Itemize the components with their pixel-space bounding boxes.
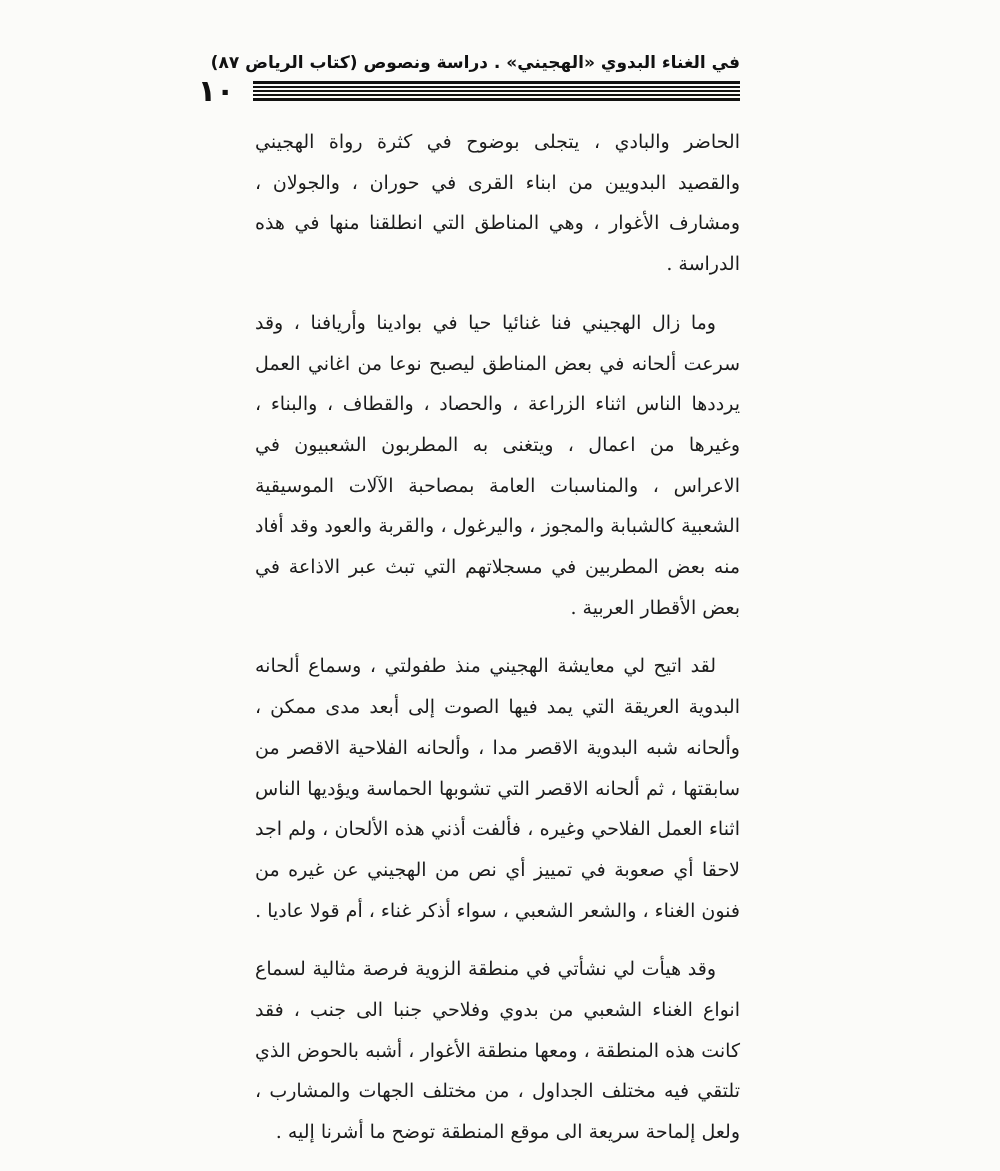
paragraph: لقد اتيح لي معايشة الهجيني منذ طفولتي ، وسماع ألحانه البدوية العريقة التي يمد فيها الصوت إلى أبعد مدى ممكن ، وألحانه شبه البدوية الاقصر مدا ، وألحانه الفلاحية الاقصر من سابقتها ، ثم ألحانه الاقصر التي تشوبها الحماسة ويؤديها الناس اثناء العمل الفلاحي وغيره ، فألفت أذني هذه الألحان ، ولم اجد لاحقا أي صعوبة في تمييز أي نص من الهجيني عن غيره من فنون الغناء ، والشعر الشعبي ، سواء أذكر غناء ، أم قولا عاديا . bbox=[255, 655, 740, 922]
header-rule-line bbox=[253, 81, 740, 84]
header-rule bbox=[253, 81, 740, 103]
paragraph: وما زال الهجيني فنا غنائيا حيا في بوادينا وأريافنا ، وقد سرعت ألحانه في بعض المناطق ليصبح نوعا من اغاني العمل يرددها الناس اثناء الزراعة ، والحصاد ، والقطاف ، والبناء ، وغيرها من اعمال ، ويتغنى به المطربون الشعبيون في الاعراس ، والمناسبات العامة بمصاحبة الآلات الموسيقية الشعبية كالشبابة والمجوز ، واليرغول ، والقربة والعود وقد أفاد منه بعض المطربين في مسجلاتهم التي تبث عبر الاذاعة في بعض الأقطار العربية . bbox=[255, 311, 740, 619]
page-number: ١٠ bbox=[197, 74, 235, 109]
header-rule-line bbox=[253, 94, 740, 96]
header-rule-line bbox=[253, 86, 740, 88]
paragraph: وقد هيأت لي نشأتي في منطقة الزوية فرصة مثالية لسماع انواع الغناء الشعبي من بدوي وفلاحي جنبا الى جنب ، فقد كانت هذه المنطقة ، ومعها منطقة الأغوار ، أشبه بالحوض الذي تلتقي فيه مختلف الجداول ، من مختلف الجهات والمشارب ، ولعل إلماحة سريعة الى موقع المنطقة توضح ما أشرنا إليه . bbox=[255, 958, 740, 1144]
header-rule-line bbox=[253, 98, 740, 101]
header-rule-line bbox=[253, 90, 740, 92]
paragraph-continued: الحاضر والبادي ، يتجلى بوضوح في كثرة رواة الهجيني والقصيد البدويين من ابناء القرى في حوران ، والجولان ، ومشارف الأغوار ، وهي المناطق التي انطلقنا منها في هذه الدراسة . bbox=[255, 131, 740, 276]
body-text bbox=[255, 122, 740, 1171]
running-header: في الغناء البدوي «الهجيني» . دراسة ونصوص (كتاب الرياض ٨٧) bbox=[210, 53, 740, 73]
